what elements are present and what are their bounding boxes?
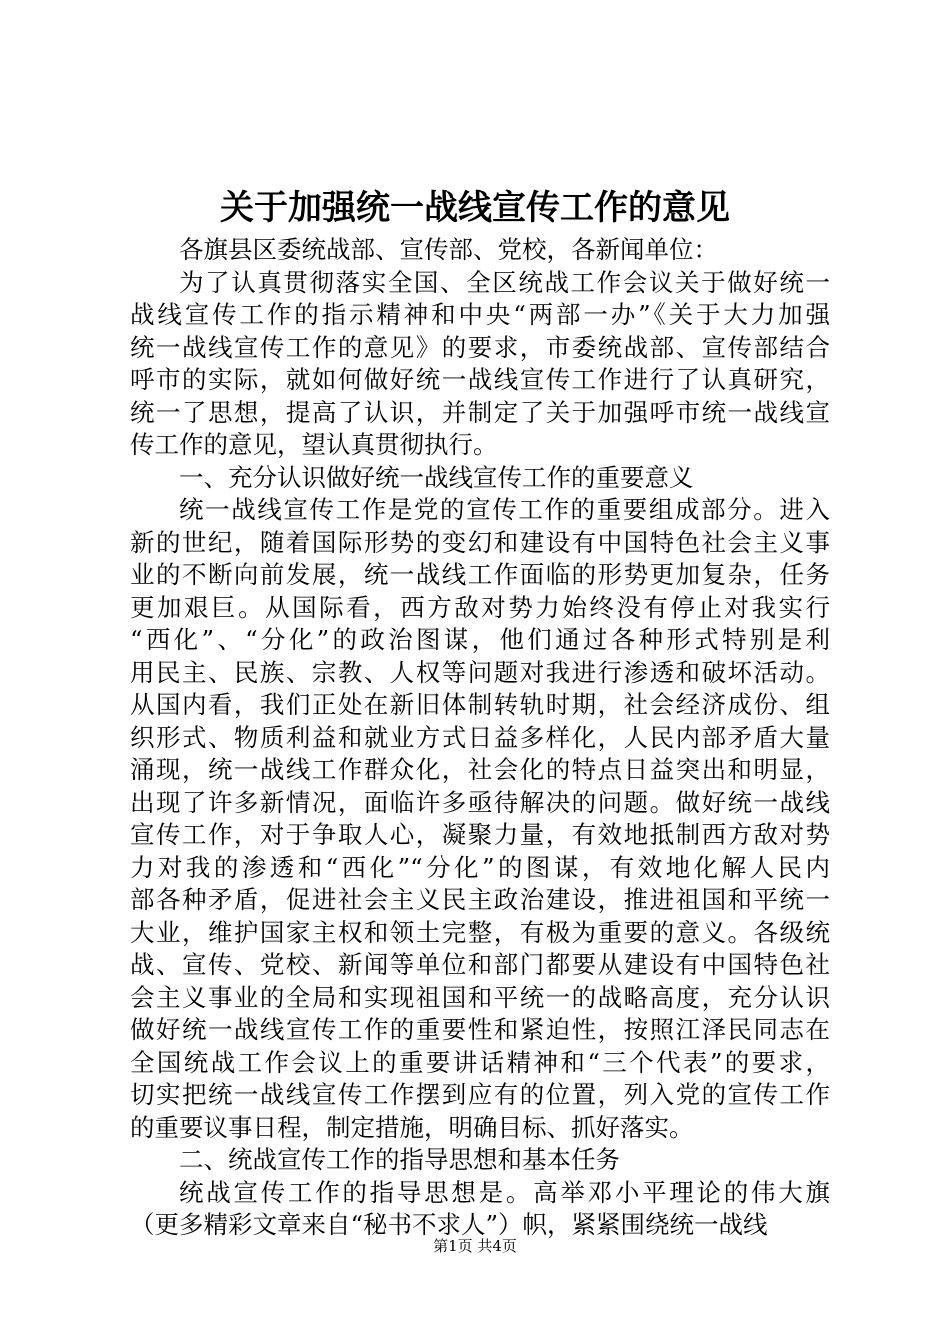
paragraph-line: 会主义事业的全局和实现祖国和平统一的战略高度，充分认识 — [130, 982, 830, 1012]
paragraph-line: 织形式、物质利益和就业方式日益多样化，人民内部矛盾大量 — [130, 722, 830, 752]
paragraph-line: 战、宣传、党校、新闻等单位和部门都要从建设有中国特色社 — [130, 950, 830, 979]
page-footer: 第1页 共4页 — [433, 1237, 517, 1255]
paragraph-line: 统一战线宣传工作是党的宣传工作的重要组成部分。进入 — [179, 495, 830, 524]
paragraph-line: 业的不断向前发展，统一战线工作面临的形势更加复杂，任务 — [130, 560, 830, 589]
paragraph-line: 战线宣传工作的指示精神和中央“两部一办”《关于大力加强 — [130, 300, 830, 329]
paragraph-line: 更加艰巨。从国际看，西方敌对势力始终没有停止对我实行 — [130, 592, 830, 622]
paragraph-line: “西化”、“分化”的政治图谋，他们通过各种形式特别是利 — [130, 625, 830, 654]
paragraph-line: 为了认真贯彻落实全国、全区统战工作会议关于做好统一 — [179, 267, 830, 297]
paragraph-line: 统一战线宣传工作的意见》的要求，市委统战部、宣传部结合 — [130, 332, 830, 362]
paragraph-line: 统一了思想，提高了认识，并制定了关于加强呼市统一战线宣 — [130, 397, 830, 427]
paragraph-line: 宣传工作，对于争取人心，凝聚力量，有效地抵制西方敌对势 — [130, 820, 830, 849]
document-title: 关于加强统一战线宣传工作的意见 — [220, 188, 730, 228]
paragraph-line: 呼市的实际，就如何做好统一战线宣传工作进行了认真研究， — [130, 365, 830, 394]
paragraph-line: 传工作的意见，望认真贯彻执行。 — [130, 430, 498, 459]
paragraph-line: 力对我的渗透和“西化”“分化”的图谋，有效地化解人民内 — [130, 852, 830, 882]
document-body — [130, 234, 830, 1242]
paragraph-line: 做好统一战线宣传工作的重要性和紧迫性，按照江泽民同志在 — [130, 1015, 830, 1044]
paragraph-line: 用民主、民族、宗教、人权等问题对我进行渗透和破坏活动。 — [130, 657, 830, 687]
paragraph-line: 从国内看，我们正处在新旧体制转轨时期，社会经济成份、组 — [130, 690, 830, 719]
paragraph-line: （更多精彩文章来自“秘书不求人”）帜，紧紧围绕统一战线 — [130, 1210, 768, 1239]
section-heading: 二、统战宣传工作的指导思想和基本任务 — [179, 1145, 620, 1174]
paragraph-line: 的重要议事日程，制定措施，明确目标、抓好落实。 — [130, 1112, 694, 1142]
salutation: 各旗县区委统战部、宣传部、党校，各新闻单位： — [179, 235, 718, 264]
paragraph-line: 统战宣传工作的指导思想是。高举邓小平理论的伟大旗 — [179, 1177, 830, 1207]
paragraph-line: 部各种矛盾，促进社会主义民主政治建设，推进祖国和平统一 — [130, 885, 830, 914]
paragraph-line: 全国统战工作会议上的重要讲话精神和“三个代表”的要求， — [130, 1047, 830, 1077]
paragraph-line: 大业，维护国家主权和领土完整，有极为重要的意义。各级统 — [130, 917, 830, 947]
paragraph-line: 新的世纪，随着国际形势的变幻和建设有中国特色社会主义事 — [130, 527, 830, 557]
paragraph-line: 涌现，统一战线工作群众化，社会化的特点日益突出和明显， — [130, 755, 830, 784]
paragraph-line: 切实把统一战线宣传工作摆到应有的位置，列入党的宣传工作 — [130, 1080, 830, 1109]
paragraph-line: 出现了许多新情况，面临许多亟待解决的问题。做好统一战线 — [130, 787, 830, 817]
section-heading: 一、充分认识做好统一战线宣传工作的重要意义 — [179, 462, 694, 492]
